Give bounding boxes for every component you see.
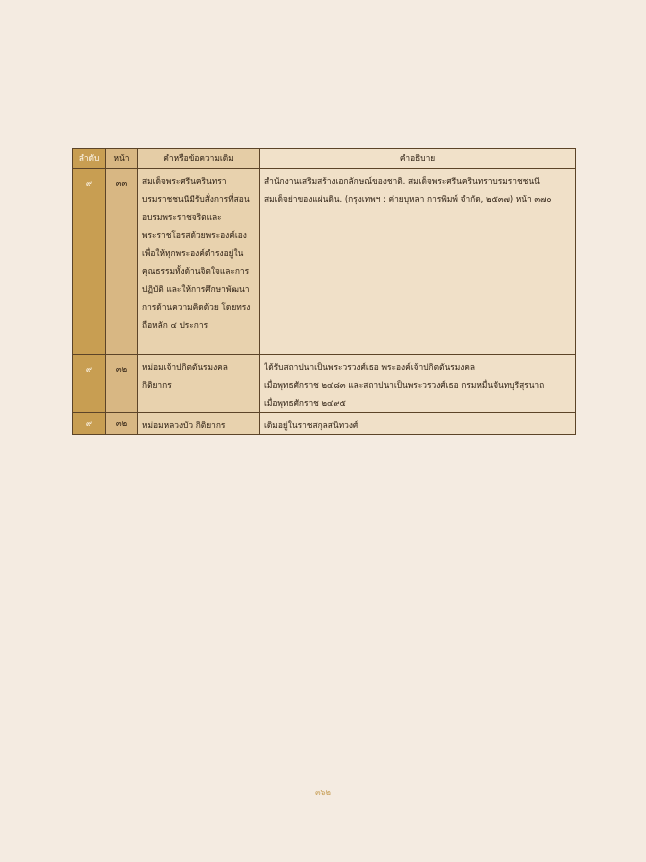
term-line: กิติยากร — [142, 380, 172, 390]
row-definition — [260, 169, 576, 355]
term-line: คุณธรรมทั้งด้านจิตใจและการ — [142, 266, 250, 276]
term-line: อบรมพระราชจริตและ — [142, 212, 222, 222]
row-order: ๙ — [73, 355, 106, 413]
term-line: ปฏิบัติ และให้การศึกษาพัฒนา — [142, 284, 250, 294]
page-number: ๓๖๒ — [315, 788, 331, 797]
definition-line: เมื่อพุทธศักราช ๒๔๙๕ — [264, 398, 346, 408]
definition-line: เมื่อพุทธศักราช ๒๔๘๓ และสถาปนาเป็นพระวรวงศ์เธอ กรมหมื่นจันทบุรีสุรนาถ — [264, 380, 545, 390]
header-order: ลำดับ — [73, 149, 106, 169]
row-definition — [260, 355, 576, 413]
row-term — [138, 413, 260, 435]
definition-line: สมเด็จย่าของแผ่นดิน. (กรุงเทพฯ : ค่ายบุหลา การพิมพ์ จำกัด, ๒๕๓๗) หน้า ๓๗๐ — [264, 194, 552, 204]
term-line: เพื่อให้ทุกพระองค์ดำรงอยู่ใน — [142, 248, 244, 258]
term-line: การด้านความคิดด้วย โดยทรง — [142, 302, 251, 312]
row-page: ๓๒ — [106, 413, 138, 435]
row-page: ๓๓ — [106, 169, 138, 355]
row-term — [138, 355, 260, 413]
header-page: หน้า — [106, 149, 138, 169]
table-header-row — [73, 149, 576, 169]
header-term: คำหรือข้อความเดิม — [138, 149, 260, 169]
term-line: ถือหลัก ๔ ประการ — [142, 320, 209, 330]
row-term — [138, 169, 260, 355]
definition-line: ได้รับสถาปนาเป็นพระวรวงศ์เธอ พระองค์เจ้าปกิตตันรมงคล — [264, 362, 476, 372]
row-order: ๙ — [73, 169, 106, 355]
row-page: ๓๒ — [106, 355, 138, 413]
table-row — [73, 355, 576, 413]
term-line: บรมราชชนนีมีรับสั่งการที่สอน — [142, 194, 250, 204]
definition-line: เดิมอยู่ในราชสกุลสนิทวงศ์ — [264, 420, 359, 430]
term-line: หม่อมหลวงบัว กิติยากร — [142, 420, 226, 430]
term-line: สมเด็จพระศรีนครินทรา — [142, 176, 227, 186]
table-row — [73, 413, 576, 435]
row-order: ๙ — [73, 413, 106, 435]
term-line: พระราชโอรสด้วยพระองค์เอง — [142, 230, 247, 240]
row-definition — [260, 413, 576, 435]
term-line: หม่อมเจ้าปกิตตันรมงคล — [142, 362, 228, 372]
table-row — [73, 169, 576, 355]
header-definition: คำอธิบาย — [260, 149, 576, 169]
glossary-table — [72, 148, 576, 435]
definition-line: สำนักงานเสริมสร้างเอกลักษณ์ของชาติ. สมเด็จพระศรีนครินทราบรมราชชนนี — [264, 176, 540, 186]
